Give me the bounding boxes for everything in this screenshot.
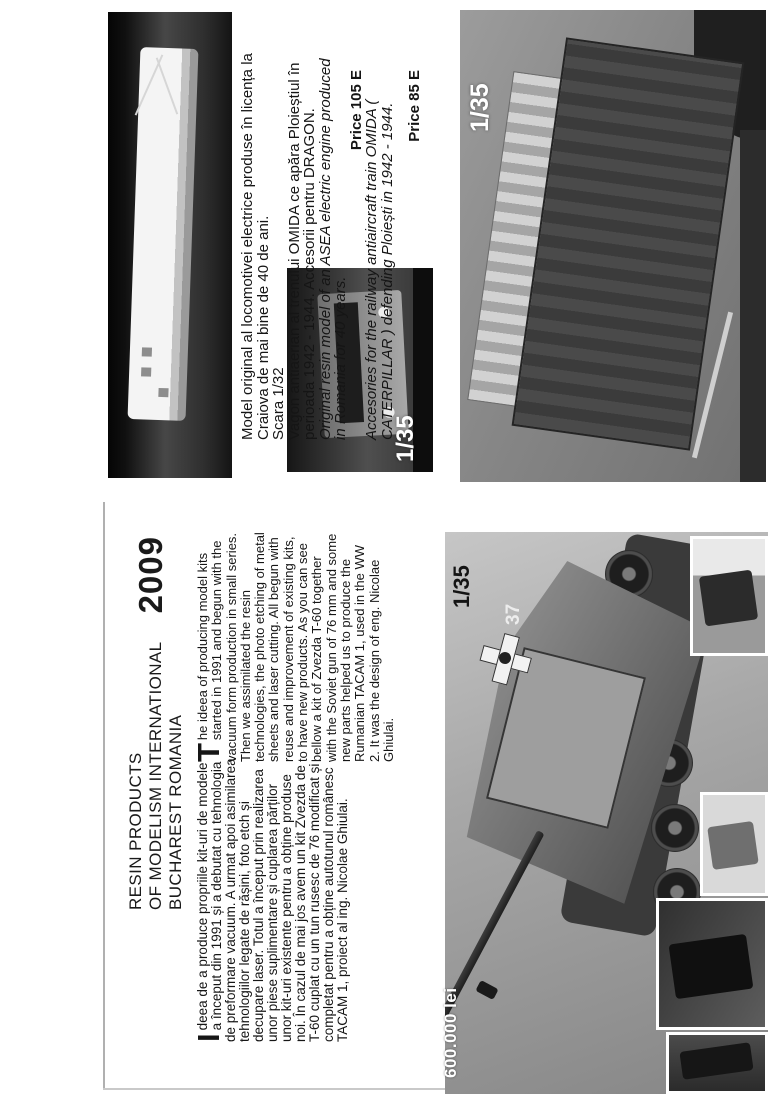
model-silhouette: [679, 1043, 753, 1081]
model-silhouette: [708, 821, 759, 870]
catalog-year: 2009: [132, 536, 169, 614]
price-locomotive: Price 105 E: [347, 70, 365, 151]
inset-photo-1: [690, 536, 768, 656]
title-block: [100, 510, 195, 910]
tank-muzzle-shape: [475, 980, 498, 1000]
page-title-line3: BUCHAREST ROMANIA: [166, 714, 186, 910]
ground-shape: [740, 130, 766, 482]
intro-paragraph-en: [191, 532, 396, 762]
model-silhouette: [668, 934, 753, 1000]
photo-wagon-diorama: [460, 10, 766, 482]
inset-photo-3: [656, 898, 768, 1030]
dropcap-ro: I: [191, 1033, 226, 1042]
scale-label-locomotive: 1/35: [392, 415, 419, 462]
product-info-block: [240, 30, 452, 440]
locomotive-window: [142, 347, 152, 356]
locomotive-body-shape: [128, 47, 199, 421]
intro-paragraph-ro: [191, 754, 392, 1042]
info-en-wagon: Accesories for the railway antiaircraft train OMIDA ( CATERPILLAR ) defending Ploiești in 1942 - 1944.: [363, 99, 396, 440]
info-ro-locomotive: Model original al locomotivei electrice produse în licența la Craiova de mai bine de 40 de ani.: [239, 53, 272, 440]
dropcap-en: T: [191, 743, 226, 762]
road-wheel: [651, 804, 699, 852]
scale-label-diorama: 1/35: [466, 83, 494, 132]
price-wagon: Price 85 E: [406, 70, 423, 142]
scale-label-tank: 1/35: [449, 565, 474, 608]
photo-electric-locomotive: [108, 12, 232, 478]
inset-photo-4: [666, 1032, 768, 1094]
tank-turret-number: 37: [503, 603, 524, 625]
inset-photo-2: [700, 792, 768, 896]
model-silhouette: [698, 570, 758, 627]
locomotive-window: [158, 388, 168, 397]
page-title-line2: OF MODELISM INTERNATIONAL: [146, 641, 166, 910]
page-edge-line-bottom: [103, 1088, 451, 1090]
tank-price-label: 600.000 lei: [441, 987, 460, 1078]
intro-en-text: he ideea of producing model kits started in 1991 and begun with the vacuum form production in small series. Then we assimilated the resin technologies, the photo etching of metal sheets and laser cutting. All begun with reuse and improvement of existing kits, to have new products. As you can see bellow a kit of Zvezda T-60 together with the Soviet gun of 76 mm and some new parts helped us to produce the Rumanian TACAM 1, used in the WW 2. It was the design of eng. Nicolae Ghiulai.: [195, 532, 396, 762]
info-ro-scale: Scara 1/32: [270, 367, 287, 440]
info-ro-wagon: Vagon antiaerian al trenului OMIDA ce apăra Ploieștiul în perioada 1942 - 1944. Accesorii pentru DRAGON.: [285, 62, 318, 440]
locomotive-window: [141, 367, 151, 376]
page-title-line1: RESIN PRODUCTS: [126, 752, 145, 910]
intro-ro-text: deea de a produce propriile kit-uri de modele a început din 1991 și a debutat cu tehnologia de preformare vacuum. A urmat apoi asimilarea tehnologiilor legate de rășini, foto etch și decupare laser. Totul a început prin realizarea unor piese suplimentare și cuplarea părților unor kit-uri existente pentru a obține produse noi. În cazul de mai jos avem un kit Zvezda de T-60 cuplat cu un tun rusesc de 76 modificat și completat pentru a obține autotunul românesc TACAM 1, proiect al ing. Nicolae Ghiulai.: [195, 758, 350, 1042]
info-en-locomotive: Original resin model of an ASEA electric engine produced in Romania for 40 years.: [316, 58, 349, 440]
